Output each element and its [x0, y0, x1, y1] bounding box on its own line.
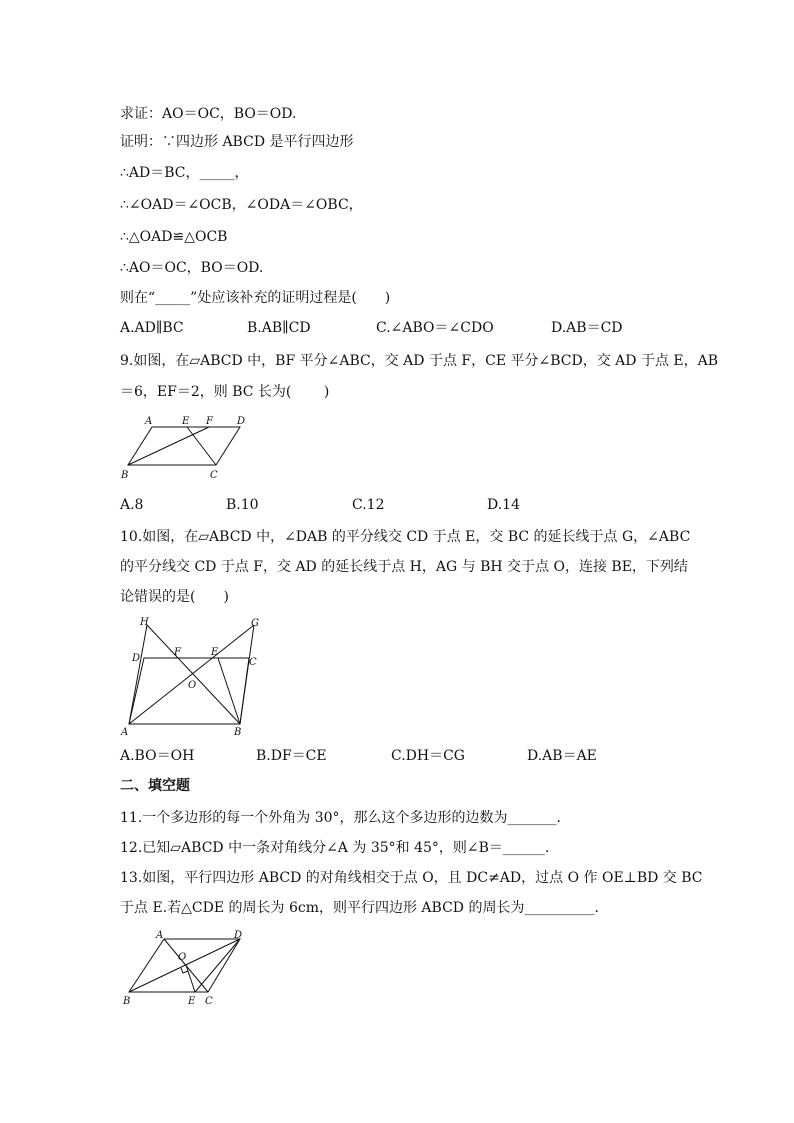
proof-step-4: ∴AO＝OC，BO＝OD. — [120, 260, 264, 276]
label-b: B — [121, 470, 129, 481]
segment-eb — [218, 658, 240, 724]
label-h: H — [140, 617, 149, 628]
q8-option-b: B.AB∥CD — [247, 320, 311, 336]
label-d: D — [237, 416, 246, 427]
q10-text-line-3: 论错误的是( ) — [120, 589, 229, 605]
q10-option-b: B.DF＝CE — [256, 748, 327, 764]
q8-option-a: A.AD∥BC — [120, 320, 184, 336]
segment-ha — [129, 625, 147, 724]
q10-option-d: D.AB＝AE — [527, 748, 597, 764]
label-a: A — [145, 416, 153, 427]
label-o: O — [188, 680, 197, 691]
segment-gb — [240, 625, 254, 724]
label-e: E — [211, 647, 219, 658]
label-e: E — [188, 996, 196, 1007]
prove-statement: 求证：AO＝OC，BO＝OD. — [120, 106, 297, 122]
q9-option-a: A.8 — [120, 497, 144, 513]
q13-figure — [118, 928, 253, 1008]
label-c: C — [205, 996, 213, 1007]
q8-option-d: D.AB＝CD — [551, 320, 623, 336]
label-c: C — [249, 657, 257, 668]
q8-option-c: C.∠ABO＝∠CDO — [376, 320, 494, 336]
label-a: A — [121, 727, 129, 738]
q11-text: 11.一个多边形的每一个外角为 30°，那么这个多边形的边数为_______. — [120, 810, 561, 826]
section-heading: 二、填空题 — [120, 778, 190, 794]
q9-option-c: C.12 — [352, 497, 385, 513]
q10-text-line-2: 的平分线交 CD 于点 F，交 AD 的延长线于点 H，AG 与 BH 交于点 O，连接 BE，下列结 — [120, 559, 688, 575]
q9-figure — [118, 412, 253, 487]
proof-step-3: ∴△OAD≌△OCB — [120, 229, 228, 245]
label-b: B — [123, 996, 131, 1007]
proof-start: 证明：∵四边形 ABCD 是平行四边形 — [120, 134, 354, 150]
proof-question: 则在“_____”处应该补充的证明过程是( ) — [120, 290, 391, 306]
q13-text-line-2: 于点 E.若△CDE 的周长为 6cm，则平行四边形 ABCD 的周长为__________. — [120, 900, 599, 916]
segment-hb — [147, 625, 240, 724]
segment-de — [195, 939, 240, 992]
q9-option-d: D.14 — [487, 497, 520, 513]
q10-text-line-1: 10.如图，在▱ABCD 中，∠DAB 的平分线交 CD 于点 E，交 BC 的延长线于点 G，∠ABC — [120, 529, 691, 545]
label-a: A — [156, 930, 164, 941]
label-g: G — [251, 618, 259, 629]
q9-text-line-1: 9.如图，在▱ABCD 中，BF 平分∠ABC，交 AD 于点 F，CE 平分∠BCD，交 AD 于点 E，AB — [120, 353, 719, 369]
q13-text-line-1: 13.如图，平行四边形 ABCD 的对角线相交于点 O，且 DC≠AD，过点 O 作 OE⊥BD 交 BC — [120, 870, 703, 886]
label-d: D — [234, 930, 243, 941]
q10-figure — [118, 613, 268, 741]
parallelogram-abcd — [128, 427, 240, 465]
label-d: D — [132, 653, 141, 664]
diagonal-bd — [129, 939, 240, 992]
label-f: F — [174, 647, 181, 658]
q12-text: 12.已知▱ABCD 中一条对角线分∠A 为 35°和 45°，则∠B＝______. — [120, 840, 550, 856]
q10-option-c: C.DH＝CG — [391, 748, 465, 764]
label-f: F — [206, 416, 213, 427]
segment-oe — [186, 965, 195, 992]
q9-option-b: B.10 — [226, 497, 259, 513]
q10-option-a: A.BO＝OH — [120, 748, 195, 764]
label-c: C — [210, 470, 218, 481]
label-b: B — [234, 727, 242, 738]
proof-step-1: ∴AD＝BC，_____， — [120, 165, 249, 181]
segment-ce — [187, 427, 216, 465]
label-e: E — [182, 416, 190, 427]
label-o: O — [178, 952, 187, 963]
proof-step-2: ∴∠OAD＝∠OCB，∠ODA＝∠OBC， — [120, 197, 363, 213]
q9-text-line-2: ＝6，EF＝2，则 BC 长为( ) — [120, 384, 330, 400]
